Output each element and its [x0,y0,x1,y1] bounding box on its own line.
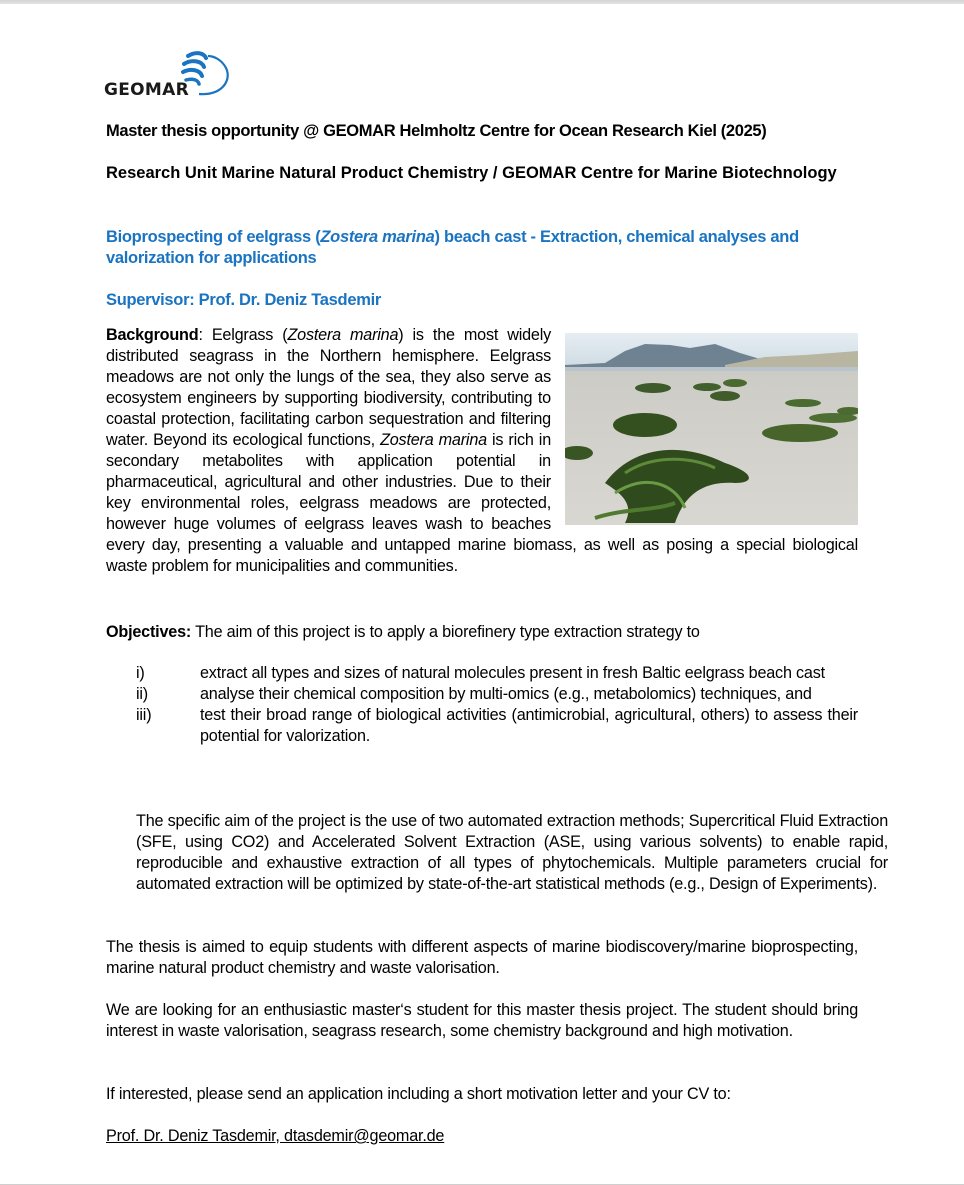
background-label: Background [106,326,199,344]
requirements-paragraph: We are looking for an enthusiastic master‘s student for this master thesis project. The student should bring interest in waste valorisation, seagrass research, some chemistry background and high motivation. [106,1001,858,1040]
background-species-1: Zostera marina [287,326,399,344]
page-title: Master thesis opportunity @ GEOMAR Helmholtz Centre for Ocean Research Kiel (2025) [106,122,767,140]
supervisor-heading: Supervisor: Prof. Dr. Deniz Tasdemir [106,291,381,309]
contact-email-link[interactable]: Prof. Dr. Deniz Tasdemir, dtasdemir@geomar.de [106,1127,445,1145]
background-text-2: ) is the most widely distributed seagrass in the Northern hemisphere. Eelgrass meadows are not only the lungs of the sea, they also serve as ecosystem engineers by supporting biodiversity, contributing to coastal protection, facilitating carbon sequestration and filtering water. Beyond its ecological functions, [106,326,551,449]
geomar-logo [104,50,234,102]
specific-aim-paragraph: The specific aim of the project is the use of two automated extraction methods; Supercritical Fluid Extraction (SFE, using CO2) and Accelerated Solvent Extraction (ASE, using various solvents) to enable rapid, reproducible and exhaustive extraction of all types of phytochemicals. Multiple parameters crucial for automated extraction will be optimized by state-of-the-art statistical methods (e.g., Design of Experiments). [136,812,888,893]
background-species-2: Zostera marina [380,431,487,449]
background-text-3: is rich in secondary metabolites with application potential in pharmaceutical, agricultural and other industries. Due to their key environmental roles, eelgrass meadows are protected, however huge volumes of eelgrass leaves wash to beaches every day, presenting a valuable and untapped marine biomass, as well as posing a special biological waste problem for municipalities and communities. [106,431,858,575]
contact-line [106,1126,858,1147]
project-title-part1: Bioprospecting of eelgrass ( [106,228,321,246]
research-unit-heading: Research Unit Marine Natural Product Chemistry / GEOMAR Centre for Marine Biotechnology [106,164,837,182]
project-title-part2: ) beach cast - Extraction, chemical analyses and valorization for applications [106,228,799,267]
background-text-1: : Eelgrass ( [198,326,288,344]
eelgrass-beach-photo [565,333,858,525]
viewer-top-edge [0,0,964,4]
objective-item [106,684,858,705]
project-title [106,227,858,269]
objective-marker: iii) [136,706,152,724]
objectives-intro-text: The aim of this project is to apply a biorefinery type extraction strategy to [191,623,700,641]
objective-marker: i) [136,664,145,682]
project-title-species: Zostera marina [320,228,435,246]
objectives-list [106,663,858,747]
beach-photo-image [565,333,858,525]
objectives-intro [106,622,858,643]
objective-marker: ii) [136,685,148,703]
objective-item [106,705,858,747]
application-instructions: If interested, please send an application including a short motivation letter and your CV to: [106,1085,731,1103]
objective-text: test their broad range of biological activities (antimicrobial, agricultural, others) to assess their potential for valorization. [200,706,858,745]
thesis-aim-paragraph: The thesis is aimed to equip students with different aspects of marine biodiscovery/marine bioprospecting, marine natural product chemistry and waste valorisation. [106,938,858,977]
objective-item [106,663,858,684]
objective-text: analyse their chemical composition by multi-omics (e.g., metabolomics) techniques, and [200,685,812,703]
background-section [106,325,858,577]
objectives-label: Objectives: [106,623,192,641]
logo-text: GEOMAR [104,80,189,100]
objective-text: extract all types and sizes of natural molecules present in fresh Baltic eelgrass beach cast [200,664,825,682]
